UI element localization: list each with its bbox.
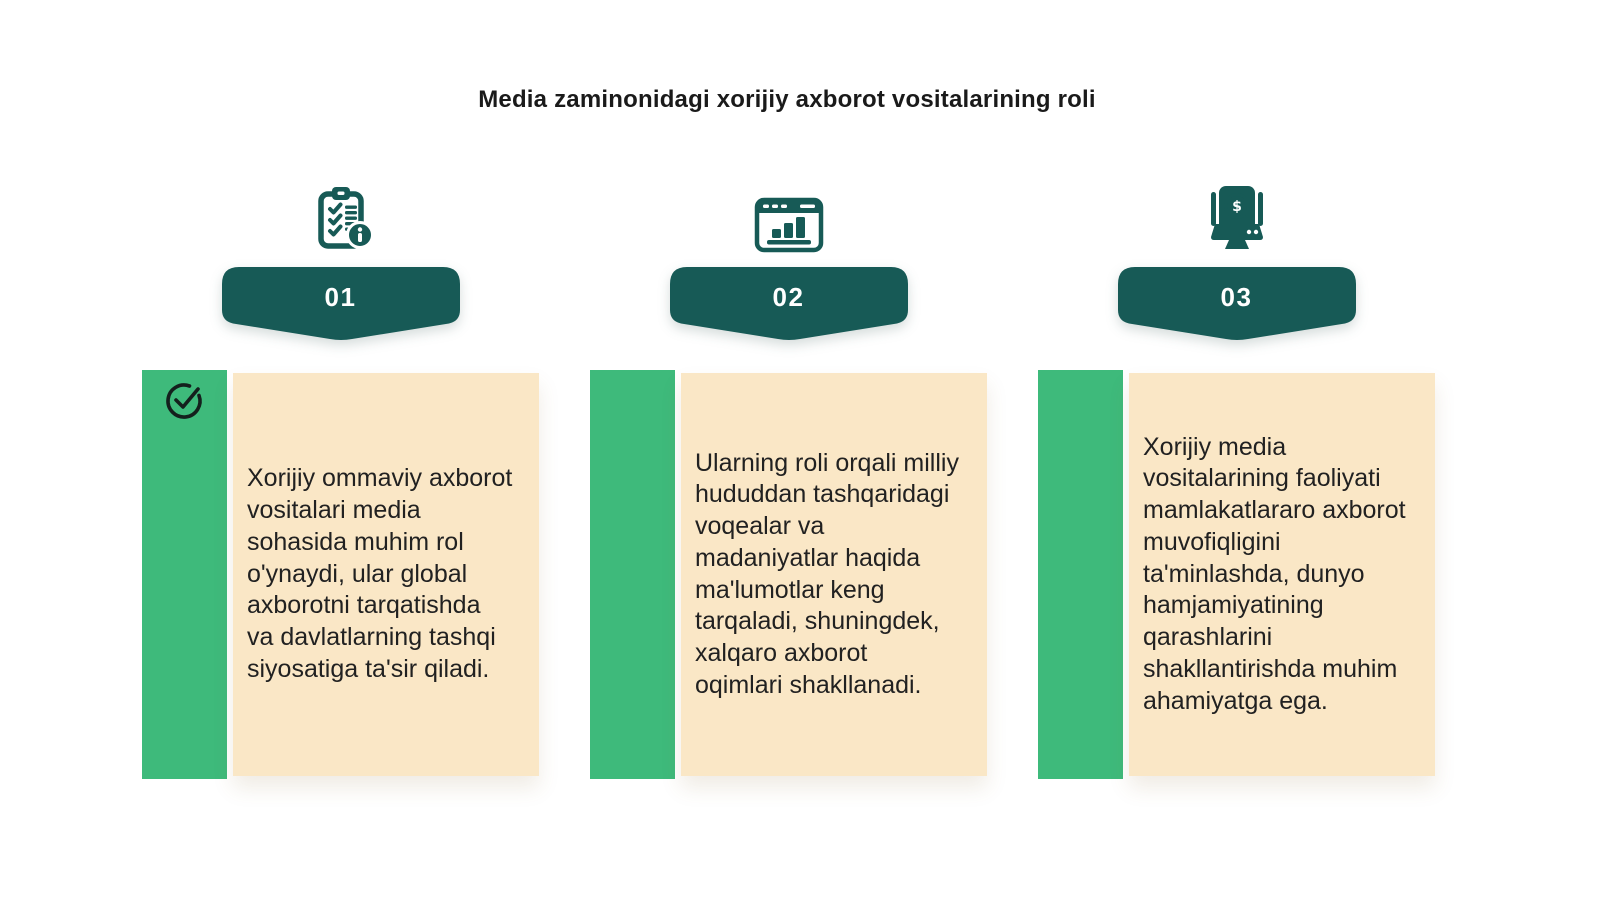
card-accent-stripe (1038, 370, 1123, 779)
clipboard-checklist-info-icon (301, 182, 381, 254)
info-card-03 (1038, 373, 1435, 776)
column-03 (1038, 0, 1435, 900)
page-title: Media zaminonidagi xorijiy axborot vositalarining roli (478, 86, 1096, 113)
card-text: Ularning roli orqali milliy hududdan tashqaridagi voqealar va madaniyatlar haqida ma'lumotlar keng tarqaladi, shuningdek, xalqaro axborot oqimlari shakllanadi. (695, 448, 959, 699)
step-number: 02 (772, 281, 805, 312)
column-02 (590, 0, 987, 900)
step-number: 01 (324, 281, 357, 312)
column-01 (142, 0, 539, 900)
step-banner-03 (1117, 266, 1357, 346)
browser-bar-chart-icon (749, 182, 829, 254)
step-number: 03 (1220, 281, 1253, 312)
card-text: Xorijiy media vositalarining faoliyati mamlakatlararo axborot muvofiqligini ta'minlashda, dunyo hamjamiyatining qarashlarini shakllantirishda muhim ahamiyatga ega. (1143, 432, 1406, 715)
step-banner-01 (221, 266, 461, 346)
card-accent-stripe (142, 370, 227, 779)
card-body (1129, 373, 1435, 776)
monitor-dollar-icon (1197, 182, 1277, 254)
dollar-symbol: $ (1231, 199, 1242, 215)
card-accent-stripe (590, 370, 675, 779)
info-card-01 (142, 373, 539, 776)
check-circle-icon (162, 379, 206, 423)
card-text: Xorijiy ommaviy axborot vositalari media sohasida muhim rol o'ynaydi, ular global axborotni tarqatishda va davlatlarning tashqi siyosatiga ta'sir qiladi. (247, 464, 513, 683)
card-body (233, 373, 539, 776)
step-banner-02 (669, 266, 909, 346)
card-body (681, 373, 987, 776)
info-card-02 (590, 373, 987, 776)
